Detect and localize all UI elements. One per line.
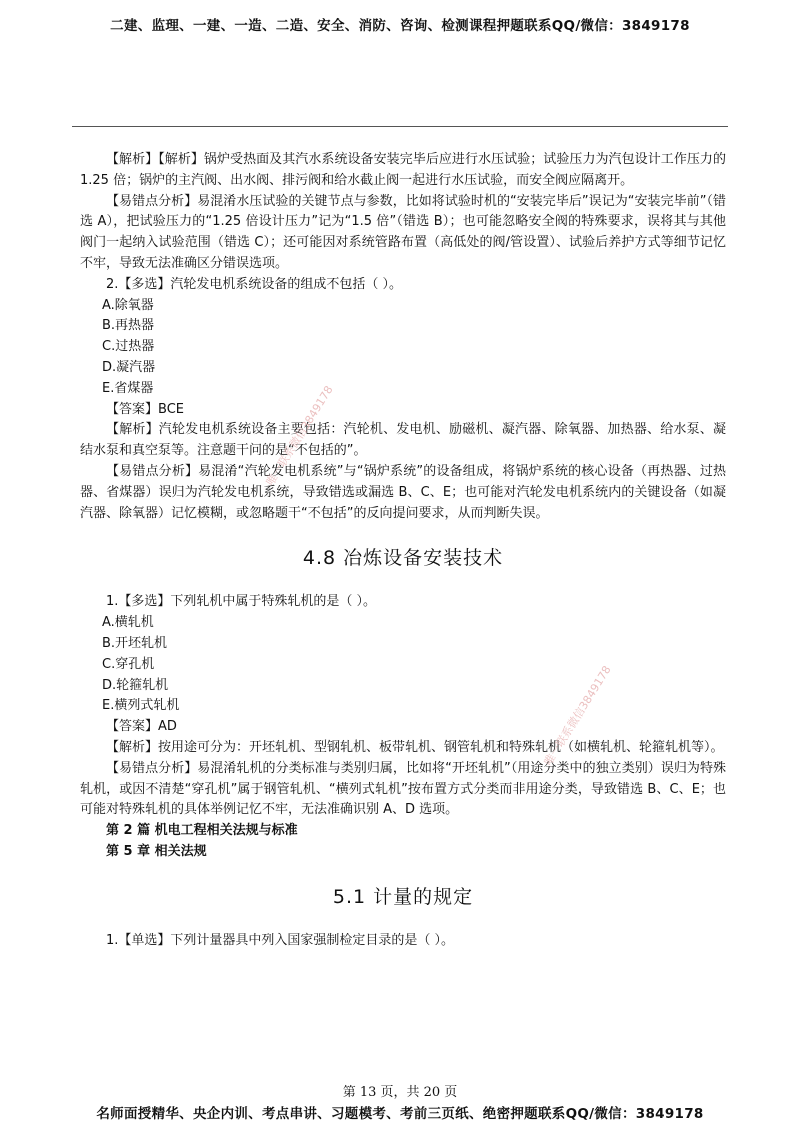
option-item: A.除氧器 (102, 297, 154, 313)
error-analysis-paragraph: 【易错点分析】易混淆水压试验的关键节点与参数，比如将试验时机的“安装完毕后”误记为“安装完毕前”（错选 A），把试验压力的“1.25 倍设计压力”记为“1.5 倍”（错选 B）；也可能忽略安全阀的特殊要求，误将其与其他阀门一起纳入试验范围（错选 C）；还可能因对系统管路布置（高低处的阀/管设置）、试验后养护方式等细节记忆不牢，导致无法准确区分错误选项。 (80, 193, 726, 271)
option-item: C.过热器 (102, 339, 155, 355)
analysis-paragraph: 【解析】按用途可分为：开坯轧机、型钢轧机、板带轧机、钢管轧机和特殊轧机（如横轧机、轮箍轧机等）。 (106, 739, 724, 755)
option-item: C.穿孔机 (102, 656, 155, 672)
chapter-heading: 第 5 章 相关法规 (106, 843, 207, 859)
option-item: D.凝汽器 (102, 359, 156, 375)
watermark-text: 唯一联系微信3849178 (541, 663, 614, 768)
option-item: D.轮箍轧机 (102, 677, 169, 693)
answer-line: 【答案】BCE (106, 401, 184, 417)
section-heading: 4.8 冶炼设备安装技术 (302, 547, 504, 570)
question-stem: 2.【多选】汽轮发电机系统设备的组成不包括（ ）。 (106, 276, 403, 292)
option-item: B.开坯轧机 (102, 635, 168, 651)
part-heading: 第 2 篇 机电工程相关法规与标准 (106, 823, 298, 839)
question-stem: 1.【多选】下列轧机中属于特殊轧机的是（ ）。 (106, 594, 377, 610)
option-item: B.再热器 (102, 318, 155, 334)
section-heading: 5.1 计量的规定 (332, 885, 474, 908)
page-number: 第 13 页，共 20 页 (342, 1085, 458, 1100)
page-footer: 名师面授精华、央企内训、考点串讲、习题模考、考前三页纸、绝密押题联系QQ/微信：3849178 (96, 1106, 704, 1122)
option-item: E.横列式轧机 (102, 698, 180, 714)
watermark-text: 唯一联系微信3849178 (263, 383, 336, 488)
analysis-paragraph: 【解析】汽轮发电机系统设备主要包括：汽轮机、发电机、励磁机、凝汽器、除氧器、加热器、给水泵、凝结水泵和真空泵等。注意题干问的是“不包括的”。 (80, 422, 726, 459)
option-item: E.省煤器 (102, 380, 154, 396)
analysis-paragraph: 【解析】【解析】锅炉受热面及其汽水系统设备安装完毕后应进行水压试验；试验压力为汽包设计工作压力的 1.25 倍；锅炉的主汽阀、出水阀、排污阀和给水截止阀一起进行水压试验，而安全阀应隔离开。 (80, 152, 726, 188)
page-header: 二建、监理、一建、一造、二造、安全、消防、咨询、检测课程押题联系QQ/微信：3849178 (110, 18, 690, 34)
question-stem: 1.【单选】下列计量器具中列入国家强制检定目录的是（ ）。 (106, 932, 455, 948)
error-analysis-paragraph: 【易错点分析】易混淆“汽轮发电机系统”与“锅炉系统”的设备组成，将锅炉系统的核心设备（再热器、过热器、省煤器）误归为汽轮发电机系统，导致错选或漏选 B、C、E；也可能对汽轮发电机系统内的关键设备（如凝汽器、除氧器）记忆模糊，或忽略题干“不包括”的反向提问要求，从而判断失误。 (80, 463, 726, 521)
header-divider (72, 126, 728, 127)
option-item: A.横轧机 (102, 615, 154, 631)
error-analysis-paragraph: 【易错点分析】易混淆轧机的分类标准与类别归属，比如将“开坯轧机”（用途分类中的独立类别）误归为特殊轧机，或因不清楚“穿孔机”属于钢管轧机、“横列式轧机”按布置方式分类而非用途分类，导致错选 B、C、E；也可能对特殊轧机的具体举例记忆不牢，无法准确识别 A、D 选项。 (80, 760, 726, 818)
answer-line: 【答案】AD (106, 719, 177, 735)
document-body (80, 150, 726, 952)
